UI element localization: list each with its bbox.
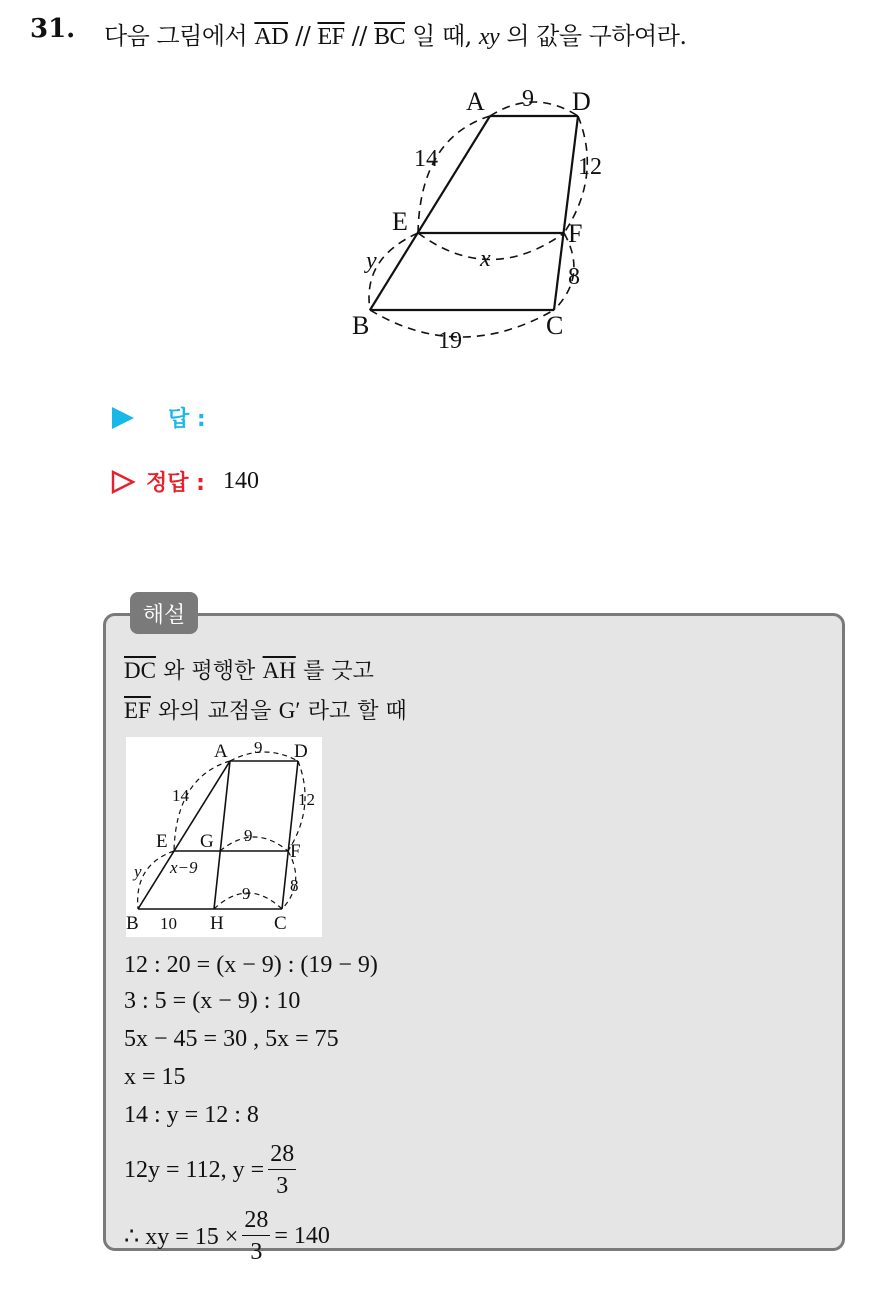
segment-ah: $\overline{AH}$ [262, 658, 296, 683]
sol-label-ae: 14 [172, 786, 189, 805]
parallel-sign-2: // [351, 22, 367, 50]
arc-ef [418, 233, 564, 260]
equation-7 [124, 1208, 330, 1264]
sol-point-c: C [274, 913, 287, 934]
point-f: F [568, 219, 583, 248]
solution-line-2 [124, 694, 407, 725]
sol-point-a: A [214, 741, 228, 762]
fraction-numerator: 28 [242, 1208, 270, 1236]
sol-label-gf: 9 [244, 826, 253, 845]
solution-line-1 [124, 654, 374, 685]
question-text [104, 16, 687, 51]
correct-answer-row [110, 466, 259, 497]
trapezoid-svg [340, 76, 630, 366]
fraction-numerator: 28 [268, 1142, 296, 1170]
fraction-28-3-b [242, 1208, 270, 1264]
sol-point-f: F [290, 841, 301, 862]
parallel-sign-1: // [295, 22, 311, 50]
point-b: B [352, 311, 370, 340]
equation-3: 5x − 45 = 30 , 5x = 75 [124, 1026, 339, 1052]
sol-point-e: E [156, 831, 168, 852]
question-suffix: 의 값을 구하여라. [506, 22, 687, 50]
answer-row [110, 402, 206, 433]
correct-answer-value: 140 [222, 468, 259, 494]
point-c: C [546, 311, 564, 340]
segment-dc: $\overline{DC}$ [124, 658, 156, 683]
fraction-28-3-a [268, 1142, 296, 1198]
sol-label-df: 12 [298, 790, 315, 809]
label-bc: 19 [438, 328, 462, 354]
sol-label-bh: 10 [160, 914, 177, 933]
sol-point-h: H [210, 913, 224, 934]
correct-answer-label: 정답 : [146, 471, 205, 496]
question-prefix: 다음 그림에서 [104, 22, 248, 50]
point-e: E [392, 207, 408, 236]
sol-label-hc: 9 [242, 884, 251, 903]
solution-figure [126, 737, 322, 937]
solution-line-2-text-1: 와의 교점을 [158, 699, 272, 724]
arc-ad [490, 102, 578, 116]
question-mid: 일 때, [412, 22, 472, 50]
equation-2: 3 : 5 = (x − 9) : 10 [124, 988, 301, 1014]
solution-line-1-text-2: 를 긋고 [303, 659, 374, 684]
outline-triangle-icon [110, 469, 136, 495]
label-ef-x: x [480, 246, 491, 272]
solution-svg [126, 737, 322, 937]
point-a: A [466, 87, 485, 116]
sol-label-fc: 8 [290, 876, 299, 895]
arc-bc [370, 310, 554, 337]
segment-ef: $\overline{EF}$ [317, 24, 345, 50]
fraction-denominator: 3 [276, 1173, 289, 1199]
point-g-prime: G′ [278, 698, 301, 723]
equation-7-left: ∴ xy = 15 × [124, 1223, 239, 1250]
sol-label-ad: 9 [254, 738, 263, 757]
sol-arc-ad [230, 752, 298, 761]
label-ae: 14 [414, 146, 438, 172]
sol-arc-gf [220, 837, 288, 851]
equation-7-right: = 140 [274, 1222, 330, 1249]
solution-line-2-text-2: 라고 할 때 [307, 699, 407, 724]
sol-label-ey: y [134, 862, 142, 881]
segment-ef-solution: $\overline{EF}$ [124, 698, 151, 723]
solution-line-1-text-1: 와 평행한 [163, 659, 256, 684]
equation-4: x = 15 [124, 1064, 186, 1090]
segment-bc: $\overline{BC}$ [373, 24, 405, 50]
equation-5: 14 : y = 12 : 8 [124, 1102, 259, 1128]
question-number: 31. [30, 14, 76, 44]
answer-label: 답 : [168, 407, 206, 432]
trapezoid-figure [340, 76, 630, 370]
equation-6-left: 12y = 112, y = [124, 1156, 265, 1183]
variable-xy: xy [478, 24, 500, 50]
sol-label-eg: x−9 [170, 858, 198, 877]
label-fc: 8 [568, 264, 580, 290]
sol-point-b: B [126, 913, 139, 934]
segment-ad: $\overline{AD}$ [254, 24, 289, 50]
play-triangle-icon [110, 405, 136, 431]
point-d: D [572, 87, 591, 116]
sol-point-g: G [200, 831, 214, 852]
label-eb-y: y [366, 248, 377, 274]
fraction-denominator: 3 [250, 1239, 263, 1265]
label-ad: 9 [522, 86, 534, 112]
solution-tab: 해설 [130, 592, 198, 634]
equation-1: 12 : 20 = (x − 9) : (19 − 9) [124, 952, 378, 978]
label-df: 12 [578, 154, 602, 180]
sol-point-d: D [294, 741, 308, 762]
equation-6 [124, 1142, 300, 1198]
